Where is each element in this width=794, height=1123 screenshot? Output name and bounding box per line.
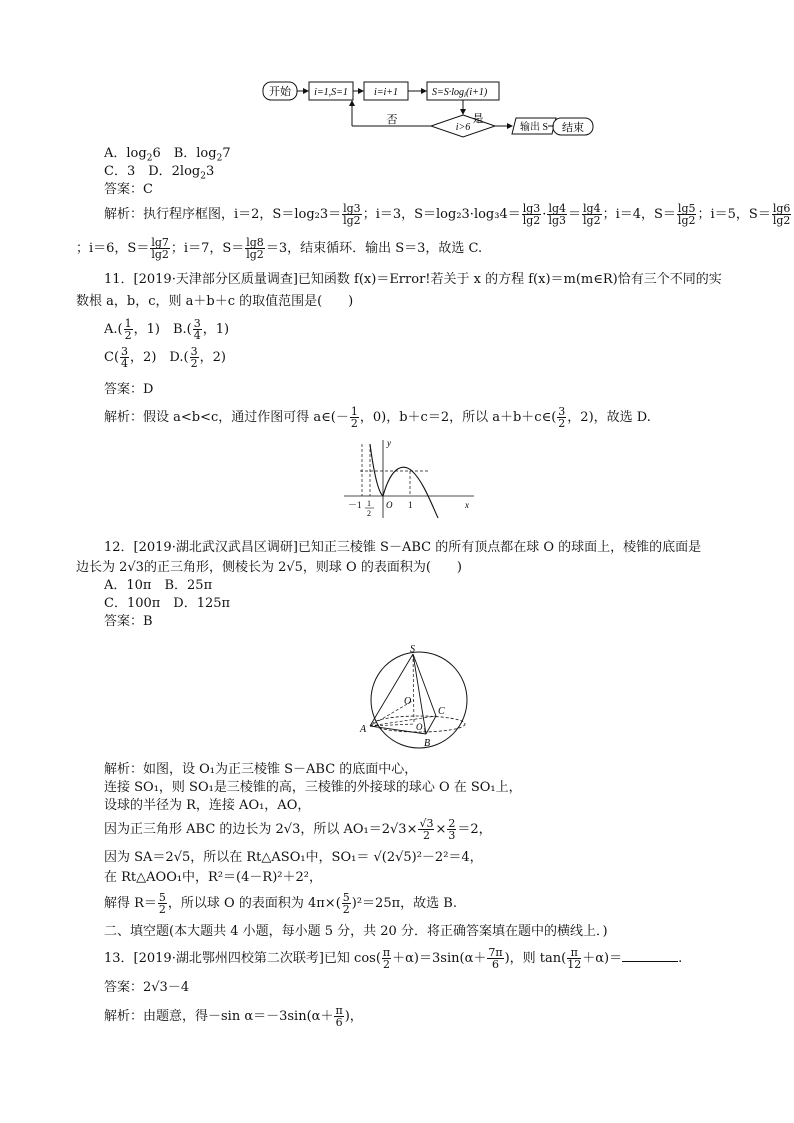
flow-no-label: 否 bbox=[386, 114, 398, 126]
flow-update-label: S=S·log bbox=[432, 87, 465, 98]
q12-options-cd: C．100π D．125π bbox=[104, 596, 231, 611]
fig-label-S: S bbox=[410, 644, 415, 655]
q12-solution-7: 解得 R＝ $\frac{5}{2}$ ，所以球 O 的表面积为 4π×( $\frac{5}{2}$ )²＝25π，故选 B. bbox=[104, 891, 457, 916]
fig-label-C: C bbox=[438, 706, 445, 717]
q11-stem-line1: 11．[2019·天津部分区质量调查]已知函数 f(x)＝Error!若关于 x 的方程 f(x)＝m(m∈R)恰有三个不同的实 bbox=[104, 272, 722, 287]
graph-curve-right bbox=[383, 467, 438, 518]
q12-answer: 答案：B bbox=[104, 614, 153, 629]
q11-options-cd: C( $\frac{3}{4}$ ，2) D.( $\frac{3}{2}$ ，2) bbox=[104, 345, 226, 370]
fig-label-B: B bbox=[424, 738, 431, 749]
flow-update-sub: i bbox=[464, 91, 466, 99]
q11-answer: 答案：D bbox=[104, 382, 154, 397]
svg-text:S=S·logi(i+1) bbox=[432, 87, 488, 99]
q10-options-cd: C．3 D．$2\log_23$ bbox=[104, 164, 215, 182]
fig-label-A: A bbox=[360, 724, 367, 735]
graph-neghalf-d: 2 bbox=[367, 509, 371, 518]
flow-arrow-end bbox=[548, 120, 556, 130]
q10-solution-line1: 解析：执行程序框图，i＝2，S＝log₂3＝ $\frac{\lg 3}{\lg 2}$ ；i＝3，S＝log₂3·log₃4＝ $\frac{\lg 3}{\lg 2}$ · $\frac{\lg 4}{\lg 3}$ ＝ $\frac{\lg 4}{\lg 2}$ ；i＝4，S＝ $\frac{\lg 5}{\lg 2}$ ；i＝5，S＝ $\frac{\lg 6}{\lg 2}$ bbox=[104, 202, 791, 227]
flow-start-label: 开始 bbox=[269, 86, 291, 98]
q12-stem-line1: 12．[2019·湖北武汉武昌区调研]已知正三棱锥 S－ABC 的所有顶点都在球 O 的球面上，棱锥的底面是 bbox=[104, 540, 702, 555]
fig-label-O: O bbox=[404, 696, 412, 707]
q13-answer: 答案：2√3－4 bbox=[104, 980, 190, 995]
q10-options-ab: A．$\log_26$ B．$\log_27$ bbox=[104, 146, 231, 164]
q13-answer-blank[interactable] bbox=[622, 949, 678, 962]
q12-options-ab: A．10π B．25π bbox=[104, 578, 213, 593]
q10-solution-line2: ；i＝6，S＝ $\frac{\lg 7}{\lg 2}$ ；i＝7，S＝ $\frac{\lg 8}{\lg 2}$ ＝3，结束循环．输出 S＝3，故选 C. bbox=[76, 236, 483, 261]
q12-solution-4: 因为正三角形 ABC 的边长为 2√3，所以 AO₁＝2√3× $\frac{√3}{2}$ × $\frac{2}{3}$ ＝2， bbox=[104, 817, 492, 842]
flow-yes-label: 是 bbox=[472, 113, 484, 125]
graph-one: 1 bbox=[408, 500, 413, 510]
q12-solution-5: 因为 SA＝2√5，所以在 Rt△ASO₁中，SO₁＝ √(2√5)²－2²＝4， bbox=[104, 850, 483, 865]
section-2-heading: 二、填空题(本大题共 4 小题，每小题 5 分，共 20 分．将正确答案填在题中的横线上．) bbox=[104, 924, 608, 939]
q13-solution: 解析：由题意，得－sin α＝－3sin(α＋ $\frac{\pi}{6}$ )， bbox=[104, 1004, 363, 1029]
graph-origin: O bbox=[386, 500, 393, 510]
flowchart-end bbox=[552, 116, 598, 138]
q12-solution-3: 设球的半径为 R，连接 AO₁，AO， bbox=[104, 798, 311, 813]
graph-y-label: y bbox=[387, 438, 391, 448]
flow-init-label: i=1,S=1 bbox=[314, 87, 348, 98]
flow-cond-label: i>6 bbox=[455, 122, 471, 133]
q12-stem-line2: 边长为 2√3的正三角形，侧棱长为 2√5，则球 O 的表面积为( ) bbox=[76, 560, 462, 575]
flowchart bbox=[260, 78, 580, 148]
flow-end-label: 结束 bbox=[562, 122, 584, 134]
flow-update-tail: (i+1) bbox=[465, 87, 488, 98]
graph-neg1: －1 bbox=[348, 500, 362, 510]
q12-sphere-figure bbox=[358, 642, 484, 750]
q11-solution: 解析：假设 a<b<c，通过作图可得 a∈(－ $\frac{1}{2}$ ，0)，b＋c＝2，所以 a＋b＋c∈( $\frac{3}{2}$ ，2)，故选 D. bbox=[104, 405, 651, 430]
graph-neghalf-n: 1 bbox=[367, 499, 371, 508]
graph-x-label: x bbox=[465, 500, 469, 510]
q11-options-ab: A.( $\frac{1}{2}$ ，1) B.( $\frac{3}{4}$ ，1) bbox=[104, 317, 230, 342]
q12-solution-6: 在 Rt△AOO₁中，R²＝(4－R)²＋2²， bbox=[104, 870, 322, 885]
flow-output-label: 输出 S bbox=[519, 122, 549, 133]
graph-curve-left bbox=[370, 444, 383, 496]
flow-incr-label: i=i+1 bbox=[373, 87, 399, 98]
q12-solution-1: 解析：如图，设 O₁为正三棱锥 S－ABC 的底面中心， bbox=[104, 762, 418, 777]
q10-answer: 答案：C bbox=[104, 182, 153, 197]
fig-label-O1: O₁ bbox=[416, 722, 426, 732]
q12-solution-2: 连接 SO₁，则 SO₁是三棱锥的高，三棱锥的外接球的球心 O 在 SO₁上， bbox=[104, 780, 522, 795]
q11-stem-line2: 数根 a，b，c，则 a＋b＋c 的取值范围是( ) bbox=[76, 294, 354, 309]
q11-graph bbox=[340, 434, 480, 520]
q13-stem: 13．[2019·湖北鄂州四校第二次联考]已知 cos( $\frac{\pi}{2}$ ＋α)＝3sin(α＋ $\frac{7\pi}{6}$ )，则 tan( $\frac{\pi}{12}$ ＋α)＝ . bbox=[104, 946, 683, 971]
